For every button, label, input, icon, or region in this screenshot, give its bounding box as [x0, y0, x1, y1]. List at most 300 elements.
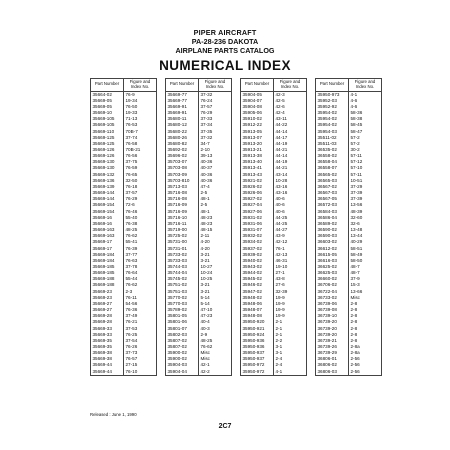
part-number: 35669-16 — [91, 215, 124, 221]
figure-index: 76-10 — [124, 369, 157, 376]
part-number: 35745-02 — [166, 276, 199, 282]
part-number: 35669-33 — [91, 326, 124, 332]
figure-index: 54-56 — [124, 301, 157, 307]
figure-index: 42-6 — [274, 104, 307, 110]
part-number: 35910-02 — [241, 116, 274, 122]
part-number: 35927-04 — [241, 202, 274, 208]
part-number: 35945-02 — [241, 276, 274, 282]
part-number: 35948-08 — [241, 313, 274, 319]
part-number: 36739-06 — [316, 301, 349, 307]
index-table — [90, 78, 157, 376]
part-number: 36565-03 — [316, 178, 349, 184]
part-number: 36806-03 — [316, 369, 349, 376]
index-table — [165, 78, 232, 376]
figure-index: 40-6 — [274, 196, 307, 202]
figure-index: 10-24 — [199, 270, 232, 276]
part-number-header: Part Number — [166, 79, 199, 92]
part-number-header: Part Number — [316, 79, 349, 92]
figure-index: 2-5 — [199, 190, 232, 196]
part-number: 35669-23 — [91, 295, 124, 301]
part-number: 36739-26 — [316, 344, 349, 350]
figure-index: 76-59 — [124, 165, 157, 171]
figure-index: 2-8a — [349, 350, 382, 356]
figure-index: 37-73 — [124, 350, 157, 356]
figure-index: 47-4 — [199, 184, 232, 190]
part-number: 36567-03 — [316, 190, 349, 196]
figure-index: 48-7 — [349, 264, 382, 270]
figure-index: 76-46 — [124, 209, 157, 215]
figure-index: 37-32 — [199, 91, 232, 98]
part-number: 35669-132 — [91, 172, 124, 178]
part-number: 35669-44 — [91, 362, 124, 368]
part-number: 36733-02 — [316, 295, 349, 301]
part-number: 35719-00 — [166, 227, 199, 233]
figure-index: 76-29 — [124, 196, 157, 202]
part-number: 35669-44 — [91, 369, 124, 376]
figure-index: 42-13 — [274, 252, 307, 258]
part-number: 35716-10 — [166, 215, 199, 221]
figure-index: 43-11 — [274, 116, 307, 122]
figure-index: 43-16 — [274, 190, 307, 196]
figure-index-header: Figure and Index No. — [199, 79, 232, 92]
figure-index: 71-13 — [124, 116, 157, 122]
part-number: 35927-06 — [241, 209, 274, 215]
figure-index: 76-62 — [199, 344, 232, 350]
figure-index: 13-66 — [349, 289, 382, 295]
figure-index: 76-38 — [124, 221, 157, 227]
part-number: 35807-02 — [166, 344, 199, 350]
part-number-header: Part Number — [241, 79, 274, 92]
part-number: 36584-03 — [316, 209, 349, 215]
part-number: 35696-02 — [166, 153, 199, 159]
figure-index: 57-10 — [349, 165, 382, 171]
figure-index: 44-25 — [274, 221, 307, 227]
part-number: 35669-139 — [91, 184, 124, 190]
figure-index: 58-45 — [349, 122, 382, 128]
figure-index: 48-23 — [199, 215, 232, 221]
part-number: 35926-02 — [241, 184, 274, 190]
figure-index: 76-24 — [199, 98, 232, 104]
part-number: 35733-03 — [166, 258, 199, 264]
part-number: 35669-136 — [91, 178, 124, 184]
figure-index: 32-6 — [349, 221, 382, 227]
figure-index: 13-48 — [349, 227, 382, 233]
part-number: 35926-06 — [241, 190, 274, 196]
figure-index: 2-8 — [349, 338, 382, 344]
figure-index: 76-26 — [124, 344, 157, 350]
table-row — [91, 91, 157, 98]
part-number: 35948-07 — [241, 307, 274, 313]
figure-index: Misc — [199, 356, 232, 362]
figure-index: 55-41 — [124, 239, 157, 245]
figure-index: 3-1 — [274, 350, 307, 356]
figure-index: 70B-21 — [124, 147, 157, 153]
part-number: 35680-22 — [166, 129, 199, 135]
part-number: 36806-02 — [316, 362, 349, 368]
figure-index: 76-18 — [124, 184, 157, 190]
figure-index: 13-44 — [349, 233, 382, 239]
part-number: 35669-16 — [91, 221, 124, 227]
part-number: 36567-02 — [316, 184, 349, 190]
figure-index: 2-4 — [274, 356, 307, 362]
figure-index: 76-65 — [124, 172, 157, 178]
part-number: 35731-00 — [166, 239, 199, 245]
part-number: 35944-02 — [241, 270, 274, 276]
part-number: 36590-02 — [316, 227, 349, 233]
part-number: 35950-973 — [316, 91, 349, 98]
part-number: 36586-04 — [316, 215, 349, 221]
part-number: 35950-921 — [241, 326, 274, 332]
part-number: 35940-02 — [241, 258, 274, 264]
part-number: 35669-188 — [91, 276, 124, 282]
figure-index: 37-54 — [124, 338, 157, 344]
part-number: 35669-188 — [91, 282, 124, 288]
figure-index: 37-49 — [124, 313, 157, 319]
part-number: 36660-02 — [316, 276, 349, 282]
part-number: 35931-02 — [241, 215, 274, 221]
figure-index: 2-4 — [274, 362, 307, 368]
figure-index: 2-8 — [349, 332, 382, 338]
figure-index: 2-9 — [199, 332, 232, 338]
part-number: 35904-05 — [241, 91, 274, 98]
figure-index: 40-6 — [274, 209, 307, 215]
part-number: 36625-03 — [316, 270, 349, 276]
part-number: 35913-40 — [241, 159, 274, 165]
figure-index: 58-38 — [349, 116, 382, 122]
figure-index: 4-6 — [349, 104, 382, 110]
part-number: 35770-03 — [166, 301, 199, 307]
figure-index: 2-1 — [274, 319, 307, 325]
part-number: 35716-11 — [166, 221, 199, 227]
table-row — [166, 91, 232, 98]
figure-index: 2-8 — [349, 313, 382, 319]
figure-index: 40-36 — [199, 159, 232, 165]
figure-index: 37-53 — [124, 326, 157, 332]
part-number: 35954-02 — [316, 116, 349, 122]
figure-index: 32-39 — [274, 289, 307, 295]
part-number: 35669-28 — [91, 319, 124, 325]
figure-index: 37-78 — [124, 264, 157, 270]
part-number: 35669-27 — [91, 307, 124, 313]
part-number: 36567-05 — [316, 196, 349, 202]
figure-index: 30-2 — [349, 147, 382, 153]
figure-index: 58-49 — [349, 252, 382, 258]
figure-index: 15-3 — [349, 282, 382, 288]
figure-index: 2-56 — [349, 369, 382, 376]
part-number: 35680-11 — [166, 116, 199, 122]
part-number: 35669-35 — [91, 344, 124, 350]
figure-index: 37-74 — [124, 135, 157, 141]
figure-index: 37-35 — [199, 129, 232, 135]
part-number: 35900-02 — [166, 356, 199, 362]
figure-index: 37-29 — [349, 184, 382, 190]
part-number: 35669-17 — [91, 246, 124, 252]
figure-index: 4-1 — [274, 369, 307, 376]
figure-index: 76-57 — [124, 356, 157, 362]
figure-index: 42-4 — [274, 110, 307, 116]
part-number: 35716-09 — [166, 202, 199, 208]
figure-index: 44-21 — [274, 165, 307, 171]
figure-index: 10-25 — [199, 276, 232, 282]
part-number: 35904-04 — [166, 369, 199, 376]
part-number: 36739-21 — [316, 338, 349, 344]
figure-index: 44-19 — [274, 159, 307, 165]
figure-index: 13-56 — [349, 202, 382, 208]
figure-index: 48-25 — [124, 227, 157, 233]
figure-index-header: Figure and Index No. — [124, 79, 157, 92]
figure-index: 57-12 — [349, 159, 382, 165]
part-number: 36535-02 — [316, 147, 349, 153]
part-number: 35669-125 — [91, 135, 124, 141]
figure-index: 76-58 — [124, 141, 157, 147]
part-number: 35511-02 — [316, 135, 349, 141]
part-number: 36558-02 — [316, 153, 349, 159]
part-number: 35669-77 — [166, 98, 199, 104]
figure-index: 2-1 — [274, 326, 307, 332]
part-number: 35927-02 — [241, 196, 274, 202]
figure-index: 43-16 — [274, 184, 307, 190]
table-row — [166, 369, 232, 376]
part-number: 35669-163 — [91, 233, 124, 239]
part-number: 35807-02 — [166, 338, 199, 344]
figure-index: 57-2 — [349, 141, 382, 147]
part-number: 35669-35 — [91, 338, 124, 344]
part-number: 35669-91 — [166, 104, 199, 110]
figure-index: 2-11 — [199, 233, 232, 239]
figure-index: 76-36 — [124, 307, 157, 313]
figure-index: 58-47 — [349, 129, 382, 135]
part-number: 35669-130 — [91, 165, 124, 171]
figure-index: 27-1 — [274, 270, 307, 276]
figure-index: 76-29 — [199, 110, 232, 116]
figure-index: 76-62 — [124, 233, 157, 239]
figure-index: 2-8 — [349, 319, 382, 325]
figure-index: 48-7 — [349, 270, 382, 276]
figure-index: 27-15 — [124, 362, 157, 368]
figure-index: 46-31 — [274, 258, 307, 264]
figure-index: 48-25 — [199, 338, 232, 344]
figure-index: 42-5 — [274, 98, 307, 104]
part-number: 35703-07 — [166, 159, 199, 165]
part-number: 35904-03 — [166, 362, 199, 368]
part-number: 36739-20 — [316, 326, 349, 332]
figure-index: 2-8 — [349, 326, 382, 332]
figure-index: 44-14 — [274, 129, 307, 135]
table-row — [316, 91, 382, 98]
figure-index: 19-9 — [274, 313, 307, 319]
figure-index: 72-6 — [124, 202, 157, 208]
figure-index: 27-6 — [274, 282, 307, 288]
part-number: 35669-05 — [91, 98, 124, 104]
part-number: 36616-03 — [316, 258, 349, 264]
figure-index-header: Figure and Index No. — [349, 79, 382, 92]
part-number: 35913-05 — [241, 129, 274, 135]
part-number: 35948-02 — [241, 295, 274, 301]
part-number: 35669-38 — [91, 350, 124, 356]
part-number: 35913-07 — [241, 135, 274, 141]
part-number: 36603-02 — [316, 239, 349, 245]
part-number: 35669-27 — [91, 301, 124, 307]
part-number: 35744-03 — [166, 264, 199, 270]
part-number: 35725-02 — [166, 233, 199, 239]
figure-index: 19-33 — [124, 110, 157, 116]
part-number: 35669-163 — [91, 227, 124, 233]
figure-index: 2-5 — [199, 202, 232, 208]
part-number: 35669-38 — [91, 356, 124, 362]
figure-index: 58-50 — [349, 258, 382, 264]
figure-index: 19-9 — [274, 307, 307, 313]
figure-index: 76-64 — [124, 270, 157, 276]
figure-index: 2-56 — [349, 362, 382, 368]
figure-index: 4-1 — [349, 91, 382, 98]
figure-index: 10-28 — [274, 178, 307, 184]
part-number: 35669-144 — [91, 190, 124, 196]
figure-index: 44-22 — [274, 122, 307, 128]
figure-index: 55-40 — [124, 215, 157, 221]
release-date: Released : June 1, 1990 — [90, 412, 137, 417]
figure-index: 47-10 — [199, 307, 232, 313]
part-number: 35713-03 — [166, 184, 199, 190]
figure-index: 4-20 — [199, 246, 232, 252]
figure-index: 40-36 — [199, 172, 232, 178]
part-number: 35669-126 — [91, 153, 124, 159]
part-number: 35751-02 — [166, 282, 199, 288]
figure-index: 3-21 — [199, 289, 232, 295]
part-number: 36806-01 — [316, 356, 349, 362]
part-number: 35904-07 — [241, 98, 274, 104]
figure-index: 44-19 — [274, 141, 307, 147]
part-number: 35716-09 — [166, 209, 199, 215]
part-number: 36612-02 — [316, 246, 349, 252]
part-number: 35731-01 — [166, 246, 199, 252]
part-number: 35669-33 — [91, 332, 124, 338]
part-number: 36590-03 — [316, 233, 349, 239]
figure-index: 76-1 — [274, 246, 307, 252]
figure-index: 3-21 — [199, 282, 232, 288]
part-number: 35931-07 — [241, 227, 274, 233]
figure-index: 10-51 — [349, 178, 382, 184]
part-number: 35934-02 — [241, 239, 274, 245]
part-number: 35913-21 — [241, 147, 274, 153]
figure-index: 47-23 — [199, 313, 232, 319]
part-number: 35669-144 — [91, 196, 124, 202]
figure-index: 57-11 — [349, 172, 382, 178]
figure-index: 37-32 — [199, 135, 232, 141]
figure-index: 76-39 — [124, 246, 157, 252]
figure-index: 4-20 — [199, 239, 232, 245]
part-number: 35751-03 — [166, 289, 199, 295]
figure-index: 34-7 — [199, 141, 232, 147]
part-number: 35669-185 — [91, 264, 124, 270]
part-number: 35716-08 — [166, 190, 199, 196]
part-number: 35950-936 — [241, 338, 274, 344]
part-number: 35801-05 — [166, 313, 199, 319]
figure-index: 5-14 — [199, 301, 232, 307]
part-number: 35669-28 — [91, 313, 124, 319]
part-number: 35801-06 — [166, 319, 199, 325]
part-number: 35669-23 — [91, 289, 124, 295]
part-number: 36615-05 — [316, 252, 349, 258]
part-number: 35692-02 — [166, 147, 199, 153]
figure-index: 42-3 — [274, 91, 307, 98]
part-number: 35669-126 — [91, 147, 124, 153]
numerical-index-tables — [90, 78, 382, 376]
figure-index: 5-14 — [199, 295, 232, 301]
figure-index: 44-21 — [274, 147, 307, 153]
figure-index: 42-12 — [274, 239, 307, 245]
figure-index: 37-39 — [349, 196, 382, 202]
figure-index: 55-44 — [124, 276, 157, 282]
part-number: 35954-02 — [316, 122, 349, 128]
part-number: 35680-12 — [166, 122, 199, 128]
table-row — [91, 369, 157, 376]
part-number: 35669-184 — [91, 252, 124, 258]
figure-index: 37-34 — [199, 122, 232, 128]
table-row — [241, 369, 307, 376]
figure-index: 2-8 — [349, 307, 382, 313]
figure-index: 40-3 — [199, 326, 232, 332]
part-number: 35950-972 — [241, 362, 274, 368]
page-number: 2C7 — [218, 423, 232, 430]
part-number: 35703-09 — [166, 172, 199, 178]
part-number: 35801-07 — [166, 326, 199, 332]
part-number: 35921-02 — [241, 178, 274, 184]
figure-index: 19-10 — [274, 264, 307, 270]
figure-index: 37-9 — [349, 276, 382, 282]
part-number: 35669-154 — [91, 202, 124, 208]
figure-index: 40-37 — [199, 165, 232, 171]
part-number: 35669-110 — [91, 129, 124, 135]
part-number: 35939-02 — [241, 252, 274, 258]
part-number: 35950-972 — [241, 369, 274, 376]
part-number: 36558-07 — [316, 165, 349, 171]
figure-index: 76-50 — [124, 104, 157, 110]
page-title: NUMERICAL INDEX — [159, 58, 291, 73]
figure-index: 44-27 — [274, 227, 307, 233]
part-number: 35950-937 — [241, 356, 274, 362]
part-number: 35744-04 — [166, 270, 199, 276]
figure-index: 19-34 — [124, 98, 157, 104]
part-number: 36558-04 — [316, 159, 349, 165]
figure-index: 44-17 — [274, 135, 307, 141]
part-number: 35511-03 — [316, 141, 349, 147]
figure-index: 40-4 — [199, 319, 232, 325]
figure-index: 2-56 — [349, 356, 382, 362]
catalog-company: PIPER AIRCRAFT — [193, 28, 257, 37]
figure-index: Misc — [199, 350, 232, 356]
figure-index: 2-8 — [349, 301, 382, 307]
part-number: 35789-02 — [166, 307, 199, 313]
figure-index: 58-51 — [349, 246, 382, 252]
figure-index: 43-8 — [274, 276, 307, 282]
figure-index: 76-56 — [124, 153, 157, 159]
part-number: 35669-130 — [91, 159, 124, 165]
figure-index: 37-77 — [124, 252, 157, 258]
part-number: 35950-920 — [241, 319, 274, 325]
table-row — [241, 91, 307, 98]
part-number: 36739-10 — [316, 313, 349, 319]
figure-index: 37-33 — [199, 116, 232, 122]
figure-index: 76-11 — [124, 295, 157, 301]
figure-index: 44-25 — [274, 215, 307, 221]
part-number: 35669-91 — [166, 110, 199, 116]
part-number: 35716-08 — [166, 196, 199, 202]
part-number: 35680-82 — [166, 141, 199, 147]
catalog-name: AIRPLANE PARTS CATALOG — [175, 46, 275, 55]
figure-index: 32-60 — [349, 215, 382, 221]
figure-index: 48-1 — [199, 209, 232, 215]
figure-index: 37-57 — [124, 190, 157, 196]
